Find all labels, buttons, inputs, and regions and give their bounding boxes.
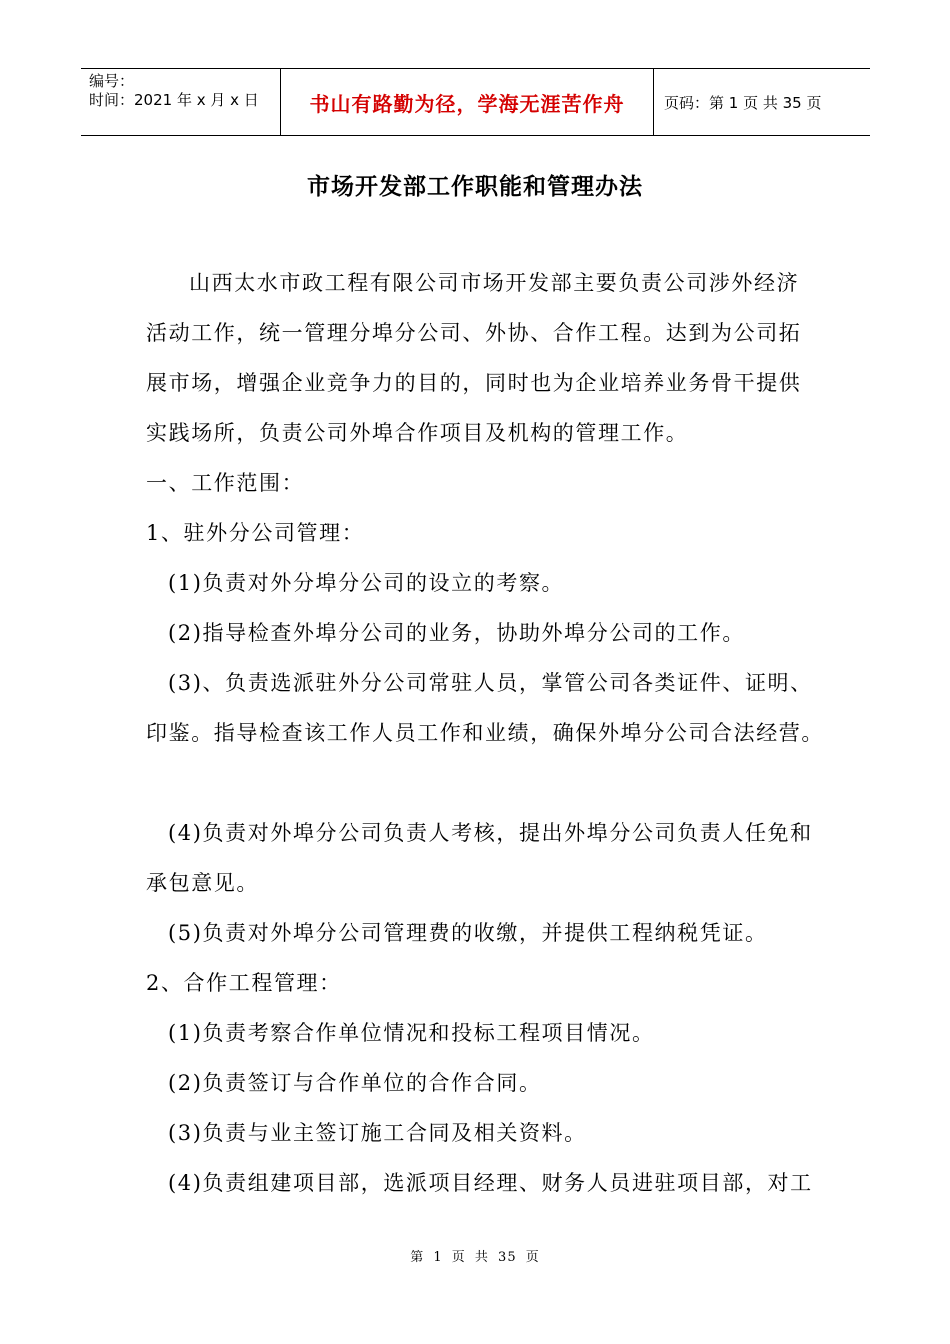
list-item: (5)负责对外埠分公司管理费的收缴，并提供工程纳税凭证。 xyxy=(168,921,768,945)
list-item: (4)负责对外埠分公司负责人考核，提出外埠分公司负责人任免和 xyxy=(168,821,813,845)
header-motto: 书山有路勤为径，学海无涯苦作舟 xyxy=(309,91,625,116)
number-label: 编号： xyxy=(89,72,135,90)
list-item-continuation: 印鉴。指导检查该工作人员工作和业绩，确保外埠分公司合法经营。 xyxy=(146,721,824,745)
list-item: (2)负责签订与合作单位的合作合同。 xyxy=(168,1071,542,1095)
header-page-cell xyxy=(654,69,870,135)
document-title: 市场开发部工作职能和管理办法 xyxy=(307,174,643,200)
paragraph-line: 展市场，增强企业竞争力的目的，同时也为企业培养业务骨干提供 xyxy=(146,371,802,395)
list-item: (1)负责对外分埠分公司的设立的考察。 xyxy=(168,571,565,595)
header-motto-cell xyxy=(281,69,654,135)
subsection-heading: 1、驻外分公司管理： xyxy=(146,521,365,545)
header-meta xyxy=(81,69,281,135)
paragraph-line: 活动工作，统一管理分埠分公司、外协、合作工程。达到为公司拓 xyxy=(146,321,802,345)
document-header xyxy=(81,68,870,136)
page-footer: 第 1 页 共 35 页 xyxy=(410,1250,540,1265)
list-item: (3)负责与业主签订施工合同及相关资料。 xyxy=(168,1121,587,1145)
paragraph-line: 实践场所，负责公司外埠合作项目及机构的管理工作。 xyxy=(146,421,689,445)
list-item: (4)负责组建项目部，选派项目经理、财务人员进驻项目部，对工 xyxy=(168,1171,813,1195)
list-item: (1)负责考察合作单位情况和投标工程项目情况。 xyxy=(168,1021,655,1045)
subsection-heading: 2、合作工程管理： xyxy=(146,971,342,995)
list-item: (2)指导检查外埠分公司的业务，协助外埠分公司的工作。 xyxy=(168,621,745,645)
list-item: (3)、负责选派驻外分公司常驻人员，掌管公司各类证件、证明、 xyxy=(168,671,813,695)
paragraph-line: 山西太水市政工程有限公司市场开发部主要负责公司涉外经济 xyxy=(189,271,800,295)
header-page-label: 页码：第 1 页 共 35 页 xyxy=(664,93,822,112)
section-heading: 一、工作范围： xyxy=(146,471,305,495)
list-item-continuation: 承包意见。 xyxy=(146,871,259,895)
time-label: 时间：2021 年 x 月 x 日 xyxy=(89,91,259,109)
